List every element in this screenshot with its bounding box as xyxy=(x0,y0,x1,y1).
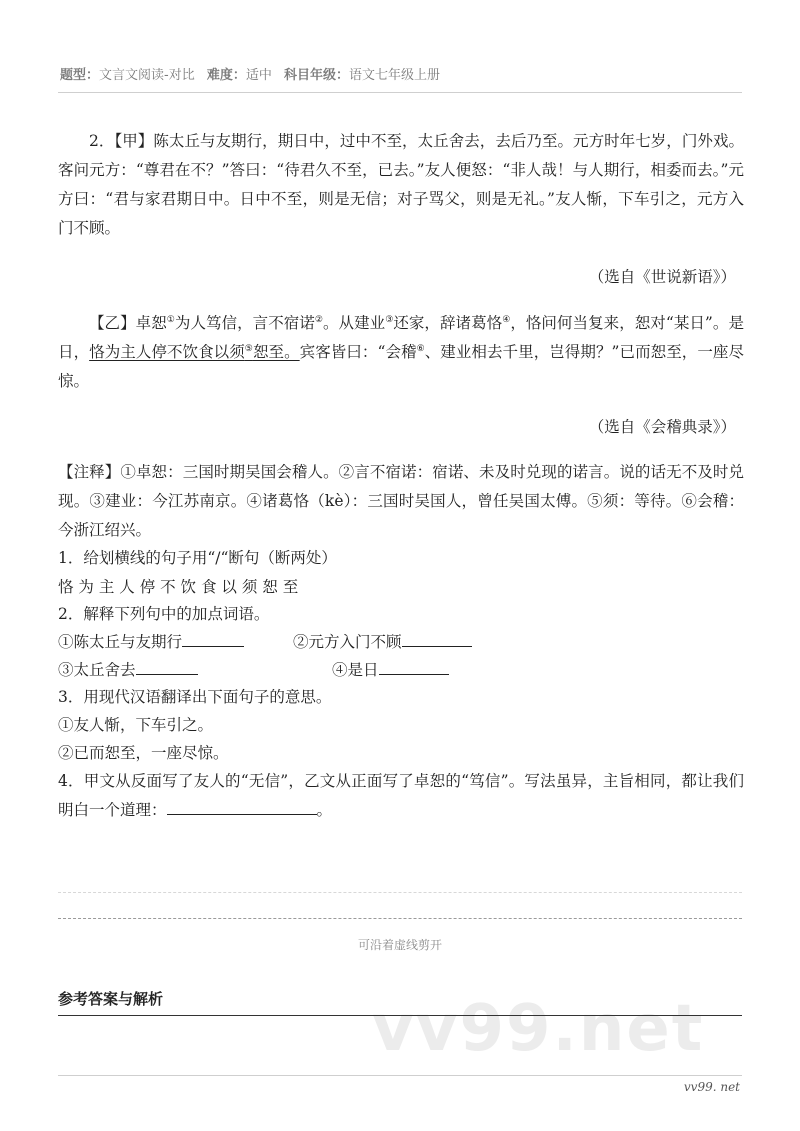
header-divider xyxy=(58,92,742,93)
note-ref-3: ③ xyxy=(385,315,394,325)
watermark: vv99.net xyxy=(372,992,705,1066)
cut-hint: 可沿着虚线剪开 xyxy=(357,938,442,952)
answer-blank[interactable] xyxy=(379,660,449,675)
note-ref-4: ④ xyxy=(502,315,511,325)
question-2-a: ①陈太丘与友期行 xyxy=(58,628,244,657)
footer-site: vv99. net xyxy=(683,1080,740,1094)
question-1-sentence: 恪 为 主 人 停 不 饮 食 以 须 恕 至 xyxy=(58,578,299,596)
note-ref-1: ① xyxy=(166,315,175,325)
difficulty-label: 难度： xyxy=(206,68,246,83)
underlined-sentence: 恪为主人停不饮食以须⑤恕至。 xyxy=(89,343,300,361)
subject-label: 科目年级： xyxy=(284,68,350,83)
question-2: 2．解释下列句中的加点词语。 xyxy=(58,605,270,623)
question-2-c: ③太丘舍去 xyxy=(58,656,198,685)
question-2-d: ④是日 xyxy=(332,656,449,685)
answer-divider xyxy=(58,1015,742,1016)
answer-blank[interactable] xyxy=(182,632,244,647)
annotations: 【注释】①卓恕：三国时期吴国会稽人。②言不宿诺：宿诺、未及时兑现的诺言。说的话无不及时兑现。③建业：今江苏南京。④诸葛恪（kè）：三国时吴国人，曾任吴国太傅。⑤须：等待。⑥会稽：今浙江绍兴。 xyxy=(58,463,744,539)
cut-dashed-line xyxy=(58,918,742,919)
answer-section-title: 参考答案与解析 xyxy=(58,990,164,1008)
difficulty-value: 适中 xyxy=(245,68,272,83)
question-1: 1．给划横线的句子用“/“断句（断两处） xyxy=(58,549,337,567)
answer-blank[interactable] xyxy=(402,632,472,647)
source-jia: （选自《世说新语》） xyxy=(588,268,736,286)
source-yi: （选自《会稽典录》） xyxy=(588,418,736,436)
type-value: 文言文阅读-对比 xyxy=(99,68,195,83)
answer-blank[interactable] xyxy=(167,800,317,815)
type-label: 题型： xyxy=(60,68,100,83)
question-3: 3．用现代汉语翻译出下面句子的意思。 xyxy=(58,688,332,706)
faint-dashed-line xyxy=(58,892,742,893)
question-4: 4．甲文从反面写了友人的“无信”，乙文从正面写了卓恕的“笃信”。写法虽异，主旨相同，都让我们明白一个道理： 。 xyxy=(58,772,744,819)
answer-blank[interactable] xyxy=(136,660,198,675)
question-meta xyxy=(60,64,440,83)
note-ref-6: ⑥ xyxy=(416,344,425,354)
subject-value: 语文七年级上册 xyxy=(349,68,441,83)
passage-yi: 【乙】卓恕①为人笃信，言不宿诺②。从建业③还家，辞诸葛恪④，恪问何当复来，恕对“某日”。是日，恪为主人停不饮食以须⑤恕至。宾客皆曰：“会稽⑥、建业相去千里，岂得期？”已而恕至，一座尽惊。 xyxy=(58,314,744,390)
note-ref-5: ⑤ xyxy=(244,344,253,354)
question-2-b: ②元方入门不顾 xyxy=(293,628,472,657)
question-3-b: ②已而恕至，一座尽惊。 xyxy=(58,744,229,762)
question-3-a: ①友人惭，下车引之。 xyxy=(58,716,214,734)
note-ref-2: ② xyxy=(314,315,323,325)
passage-jia: 2．【甲】陈太丘与友期行，期日中，过中不至，太丘舍去，去后乃至。元方时年七岁，门外戏。客问元方：“尊君在不？”答曰：“待君久不至，已去。”友人便怒：“非人哉！与人期行，相委而去。”元方曰：“君与家君期日中。日中不至，则是无信；对子骂父，则是无礼。”友人惭，下车引之，元方入门不顾。 xyxy=(58,132,744,237)
footer-divider xyxy=(58,1075,742,1076)
